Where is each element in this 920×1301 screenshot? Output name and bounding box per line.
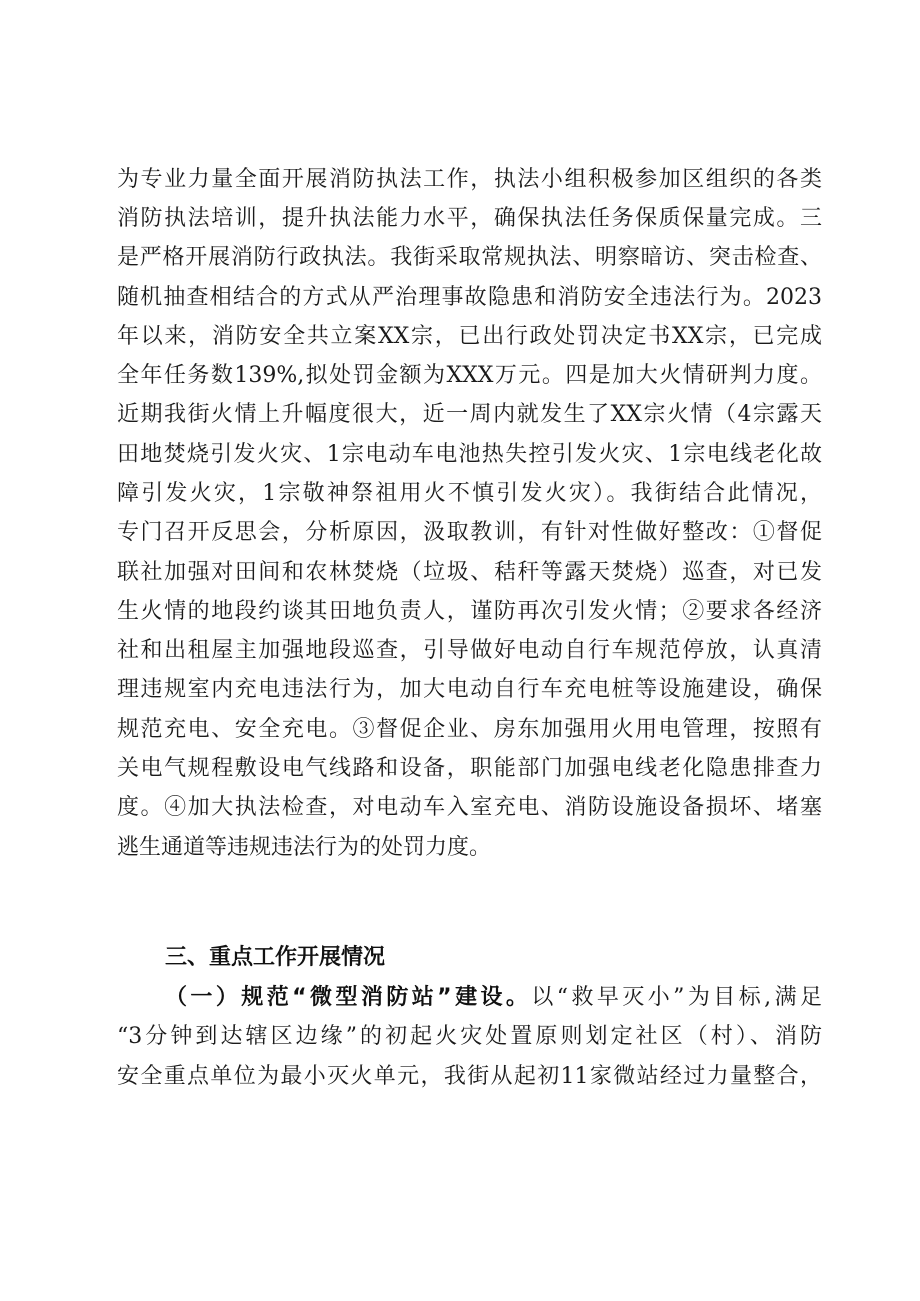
- body-line-last: 逃生通道等违规违法行为的处罚力度。: [117, 835, 492, 860]
- section-heading: 三、重点工作开展情况: [165, 945, 386, 970]
- body-line: 年以来，消防安全共立案XX宗，已出行政处罚决定书XX宗，已完成: [117, 324, 822, 349]
- subsection-first-line-text: 以“救早灭小”为目标,满足: [531, 985, 822, 1010]
- body-line: 专门召开反思会，分析原因，汲取教训，有针对性做好整改：①督促: [117, 520, 822, 545]
- body-line: 联社加强对田间和农林焚烧（垃圾、秸秆等露天焚烧）巡查，对已发: [117, 560, 822, 585]
- body-line: 近期我街火情上升幅度很大，近一周内就发生了XX宗火情（4宗露天: [117, 402, 822, 427]
- body-line: 为专业力量全面开展消防执法工作，执法小组积极参加区组织的各类: [117, 167, 822, 192]
- body-line: 消防执法培训，提升执法能力水平，确保执法任务保质保量完成。三: [117, 206, 822, 231]
- body-line: 田地焚烧引发火灾、1宗电动车电池热失控引发火灾、1宗电线老化故: [117, 442, 822, 467]
- body-line: 是严格开展消防行政执法。我街采取常规执法、明察暗访、突击检查、: [117, 245, 822, 270]
- body-line: 全年任务数139%,拟处罚金额为XXX万元。四是加大火情研判力度。: [117, 363, 822, 388]
- body-line: 规范充电、安全充电。③督促企业、房东加强用火用电管理，按照有: [117, 717, 822, 742]
- body-line: 关电气规程敷设电气线路和设备，职能部门加强电线老化隐患排查力: [117, 756, 822, 781]
- subsection-line: 安全重点单位为最小灭火单元，我街从起初11家微站经过力量整合，: [117, 1064, 822, 1089]
- body-line: 社和出租屋主加强地段巡查，引导做好电动自行车规范停放，认真清: [117, 638, 822, 663]
- body-line: 度。④加大执法检查，对电动车入室充电、消防设施设备损坏、堵塞: [117, 795, 822, 820]
- body-line: 理违规室内充电违法行为，加大电动自行车充电桩等设施建设，确保: [117, 677, 822, 702]
- body-line: 障引发火灾，1宗敬神祭祖用火不慎引发火灾）。我街结合此情况，: [117, 481, 822, 506]
- subsection-line: “3分钟到达辖区边缘”的初起火灾处置原则划定社区（村）、消防: [117, 1024, 822, 1049]
- body-line: 随机抽查相结合的方式从严治理事故隐患和消防安全违法行为。2023: [117, 285, 822, 310]
- body-line: 生火情的地段约谈其田地负责人，谨防再次引发火情；②要求各经济: [117, 599, 822, 624]
- subsection-first-line: [165, 978, 822, 1018]
- subsection-title: （一）规范“微型消防站”建设。: [165, 985, 532, 1010]
